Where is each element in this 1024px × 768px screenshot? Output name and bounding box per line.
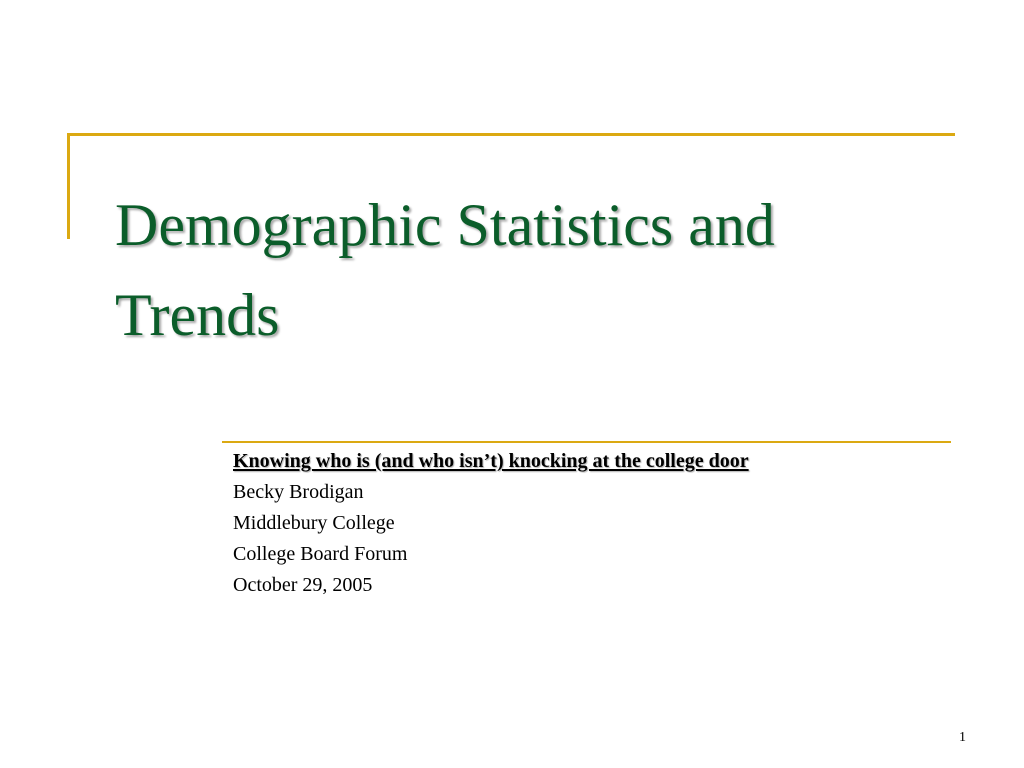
institution-name: Middlebury College — [233, 512, 395, 534]
author-name: Becky Brodigan — [233, 481, 364, 503]
slide-title: Demographic Statistics and Trends — [115, 192, 775, 348]
presentation-date: October 29, 2005 — [233, 574, 373, 596]
subtitle-tagline: Knowing who is (and who isn’t) knocking at the college door — [233, 450, 749, 472]
subtitle-block — [233, 446, 953, 601]
event-name: College Board Forum — [233, 543, 408, 565]
title-accent-rule-top — [67, 133, 955, 136]
page-number: 1 — [959, 730, 966, 745]
title-accent-rule-left — [67, 133, 70, 239]
subtitle-accent-rule — [222, 441, 951, 443]
